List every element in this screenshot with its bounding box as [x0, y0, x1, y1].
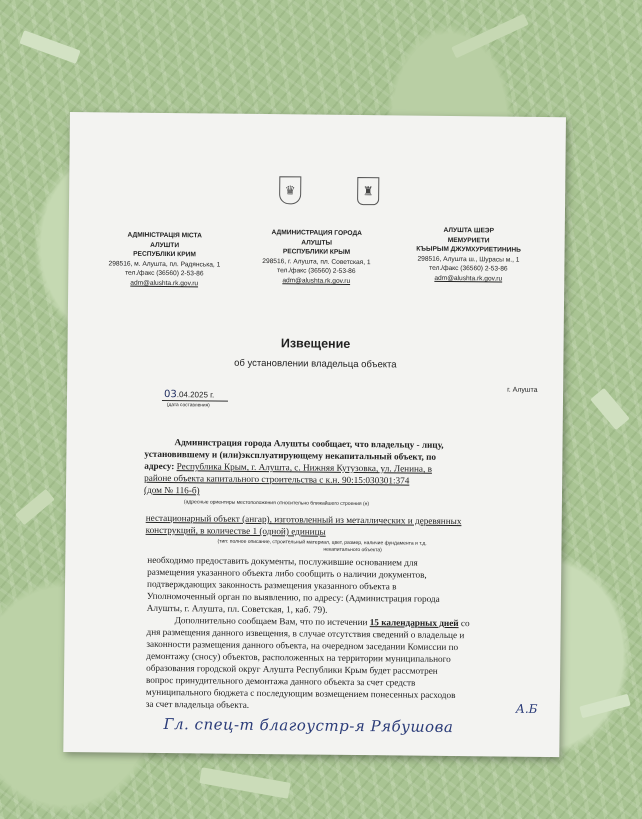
document-title: Извещение	[280, 336, 351, 351]
org-center-header: АДМИНИСТРАЦИЯ ГОРОДА АЛУШТЫ РЕСПУБЛИКИ КРЫМ 298516, г. Алушта, пл. Советская, 1 тел./факс (36560) 2-53-86 adm@alushta.rk.gov.ru	[262, 229, 371, 285]
lead-line-4: районе объекта капитального строительства с к.н. 90:15:030301:374	[144, 472, 410, 486]
object-line-2: конструкций, в количестве 1 (одной) единицы	[145, 524, 326, 537]
document-subtitle: об установлении владельца объекта	[234, 357, 397, 371]
handwritten-initials: А.Б	[515, 701, 538, 716]
address-caption: (адресные ориентиры местоположения относительно ближайшего строения (н)	[183, 499, 370, 508]
lead-line-3: адресу: Республика Крым, г. Алушта, с. Нижняя Кутузовка, ул. Ленина, в	[144, 460, 433, 474]
object-caption-2: некапитального объекта)	[323, 546, 382, 554]
lead-line-5: (дом № 116-б)	[143, 484, 200, 496]
lead-line-2: установившему и (или)эксплуатирующему некапитальный объект, по	[144, 448, 437, 462]
date-field: 03.04.2025 г.	[162, 389, 228, 402]
paragraph-1: необходимо предоставить документы, послужившие основанием для размещения указанного объекта либо сообщить о наличии документов, подтверждающих законность размещения указанного объекта в Уполномоченный орган по выявлению, по адресу: (Администрация города Алушты, г. Алушта, пл. Советская, 1, каб. 79).	[146, 554, 440, 615]
handwritten-signature: Гл. спец-т благоустр-я Рябушова	[163, 715, 454, 737]
paragraph-2: Дополнительно сообщаем Вам, что по истечении 15 календарных дней со дня размещения данного извещения, в случае отсутствия сведений о владельце и законности размещения данного объекта, на очередном заседании Комиссии по демонтажу (сносу) объектов, расположенных на территории муниципального образования городской округ Алушта Республики Крым будет рассмотрен вопрос принудительного демонтажа данного объекта за счет средств муниципального бюджета с последующим возмещением понесенных расходов за счет владельца объекта.	[145, 615, 470, 710]
coat-of-arms-icon: ♛	[279, 176, 301, 204]
org-left-header: АДМІНІСТРАЦІЯ МІСТА АЛУШТИ РЕСПУБЛІКИ КРИМ 298516, м. Алушта, пл. Радянська, 1 тел./факс (36560) 2-53-86 adm@alushta.rk.gov.ru	[108, 231, 221, 288]
city-emblem-icon: ♜	[357, 177, 379, 205]
org-right-header: АЛУШТА ШЕЭР МЕМУРИЕТИ КЪЫРЫМ ДЖУМХУРИЕТИНИНЬ 298516, Алушта ш., Шурасы м., 1 тел./факс (36560) 2-53-86 adm@alushta.rk.gov.ru	[416, 226, 521, 283]
city-name: г. Алушта	[507, 386, 538, 394]
date-caption: (дата составления)	[166, 403, 210, 409]
notice-sheet	[63, 112, 566, 757]
object-line-1: нестационарный объект (ангар), изготовленный из металлических и деревянных	[145, 512, 462, 527]
lead-line-1: Администрация города Алушты сообщает, что владельцу - лицу,	[174, 437, 444, 450]
object-caption: (тип: полное описание, строительный материал, цвет, размер, наличие фундамента и т.д.	[217, 538, 427, 547]
